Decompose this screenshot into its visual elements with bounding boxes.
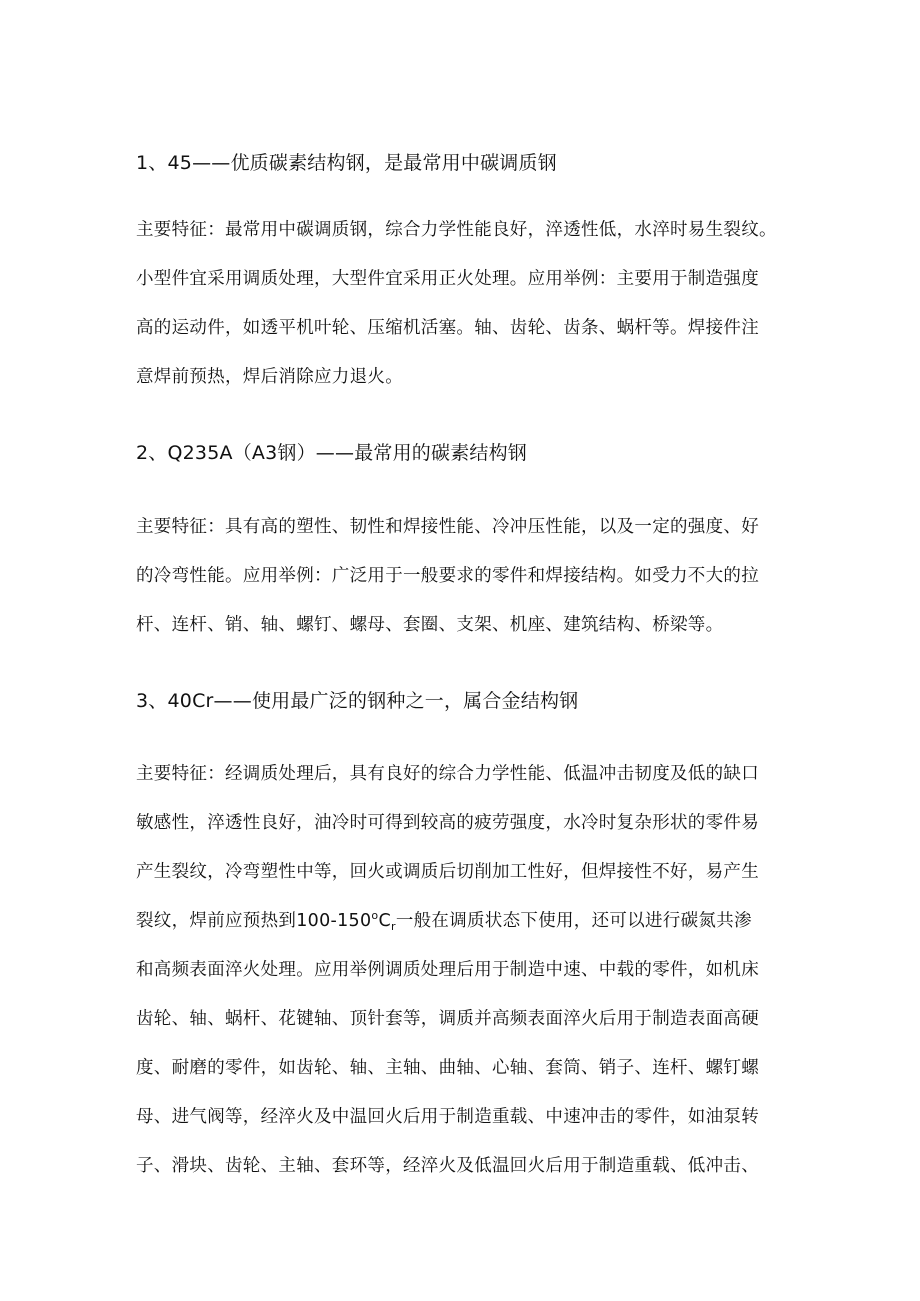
section-2-body-line: 主要特征：具有高的塑性、韧性和焊接性能、冷冲压性能，以及一定的强度、好 bbox=[136, 517, 759, 537]
section-1-body-line: 高的运动件，如透平机叶轮、压缩机活塞。轴、齿轮、齿条、蜗杆等。焊接件注 bbox=[136, 318, 759, 338]
temp-text-before: 裂纹，焊前应预热到100-150 bbox=[136, 911, 372, 931]
section-3-heading: 3、40Cr——使用最广泛的钢种之一，属合金结构钢 bbox=[136, 690, 579, 712]
section-1-body-line: 小型件宜采用调质处理，大型件宜采用正火处理。应用举例：主要用于制造强度 bbox=[136, 269, 759, 289]
section-3-body-line: 产生裂纹，冷弯塑性中等，回火或调质后切削加工性好，但焊接性不好，易产生 bbox=[136, 862, 759, 882]
section-3-body-line: 齿轮、轴、蜗杆、花键轴、顶针套等，调质并高频表面淬火后用于制造表面高硬 bbox=[136, 1009, 759, 1029]
section-3-body-line: 子、滑块、齿轮、主轴、套环等，经淬火及低温回火后用于制造重载、低冲击、 bbox=[136, 1156, 759, 1176]
section-3-body-line: 度、耐磨的零件，如齿轮、轴、主轴、曲轴、心轴、套筒、销子、连杆、螺钉螺 bbox=[136, 1058, 759, 1078]
section-3-temperature-line bbox=[136, 909, 752, 935]
section-1-body-line: 主要特征：最常用中碳调质钢，综合力学性能良好，淬透性低，水淬时易生裂纹。 bbox=[136, 220, 777, 240]
section-2-heading: 2、Q235A（A3钢）——最常用的碳素结构钢 bbox=[136, 442, 527, 464]
section-3-body-line: 和高频表面淬火处理。应用举例调质处理后用于制造中速、中载的零件，如机床 bbox=[136, 960, 759, 980]
celsius-unit: C bbox=[378, 911, 391, 931]
section-2-body-line: 杆、连杆、销、轴、螺钉、螺母、套圈、支架、机座、建筑结构、桥梁等。 bbox=[136, 615, 724, 635]
section-1-heading: 1、45——优质碳素结构钢，是最常用中碳调质钢 bbox=[136, 152, 557, 174]
section-3-body-line: 敏感性，淬透性良好，油冷时可得到较高的疲劳强度，水冷时复杂形状的零件易 bbox=[136, 813, 759, 833]
temp-text-after: 一般在调质状态下使用，还可以进行碳氮共渗 bbox=[395, 911, 752, 931]
degree-superscript: o bbox=[371, 909, 379, 922]
section-3-body-line: 母、进气阀等，经淬火及中温回火后用于制造重载、中速冲击的零件，如油泵转 bbox=[136, 1107, 759, 1127]
section-1-body-line: 意焊前预热，焊后消除应力退火。 bbox=[136, 367, 403, 387]
section-3-body-line: 主要特征：经调质处理后，具有良好的综合力学性能、低温冲击韧度及低的缺口 bbox=[136, 764, 759, 784]
unit-subscript: r bbox=[390, 920, 396, 933]
section-2-body-line: 的冷弯性能。应用举例：广泛用于一般要求的零件和焊接结构。如受力不大的拉 bbox=[136, 566, 759, 586]
